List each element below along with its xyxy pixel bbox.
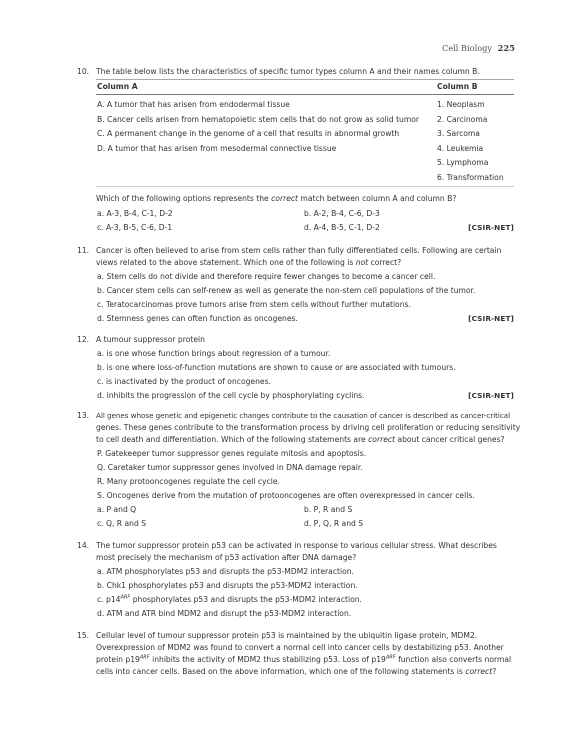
column-b-item: 6. Transformation	[437, 173, 504, 182]
statement-p: P. Gatekeeper tumor suppressor genes regulate mitosis and apoptosis.	[97, 449, 367, 458]
running-header	[0, 43, 572, 57]
question-stem-line: All genes whose genetic and epigenetic changes contribute to the causation of cancer is described as cancer-critical	[96, 411, 511, 420]
question-number: 11.	[77, 246, 90, 255]
option-d: d. ATM and ATR bind MDM2 and disrupt the p53-MDM2 interaction.	[97, 609, 352, 618]
option-c: c. Teratocarcinomas prove tumors arise from stem cells without further mutations.	[97, 300, 411, 309]
option-c: c. A-3, B-5, C-6, D-1	[97, 223, 173, 232]
option-c: c. Q, R and S	[97, 519, 147, 528]
question-stem-line: protein $p19^{ARF}$ inhibits the activity of MDM2 thus stabilizing p53. Loss of $p19^{ARF}$ function also converts normal	[96, 654, 512, 664]
section-title: Cell Biology	[442, 43, 492, 53]
page-number: 225	[497, 43, 515, 53]
question-number: 14.	[77, 541, 90, 550]
question-stem-line: views related to the above statement. Which one of the following is not correct?	[96, 258, 402, 267]
option-a: a. Stem cells do not divide and therefore require fewer changes to become a cancer cell.	[97, 272, 436, 281]
question-stem-line: most precisely the mechanism of p53 activation after DNA damage?	[96, 553, 357, 562]
source-tag: [CSIR-NET]	[468, 391, 514, 400]
question-stem-line: genes. These genes contribute to the transformation process by driving cell proliferation or reducing sensitivity	[96, 423, 521, 432]
column-a-item: C. A permanent change in the genome of a cell that results in abnormal growth	[97, 129, 400, 138]
question-number: 15.	[77, 631, 90, 640]
source-tag: [CSIR-NET]	[468, 314, 514, 323]
question-number: 13.	[77, 411, 90, 420]
option-b: b. Cancer stem cells can self-renew as well as generate the non-stem cell populations of the tumor.	[97, 286, 476, 295]
question-stem-line: cells into cancer cells. Based on the above information, which one of the following statements is correct?	[96, 667, 497, 676]
question-prompt: Which of the following options represents the correct match between column A and column B?	[96, 194, 457, 203]
column-b-item: 5. Lymphoma	[437, 158, 489, 167]
option-d: d. P, Q, R and S	[304, 519, 364, 528]
column-b-item: 2. Carcinoma	[437, 115, 488, 124]
option-b: b. P, R and S	[304, 505, 353, 514]
table-header-rule	[96, 94, 514, 95]
statement-q: Q. Caretaker tumor suppressor genes involved in DNA damage repair.	[97, 463, 363, 472]
option-d: d. Stemness genes can often function as oncogenes.	[97, 314, 298, 323]
question-number: 12.	[77, 335, 90, 344]
statement-s: S. Oncogenes derive from the mutation of protooncogenes are often overexpressed in cancer cells.	[97, 491, 475, 500]
column-b-header: Column B	[437, 82, 478, 91]
option-b: b. is one where loss-of-function mutations are shown to cause or are associated with tumours.	[97, 363, 456, 372]
question-stem: The table below lists the characteristics of specific tumor types column A and their names column B.	[96, 67, 480, 76]
statement-r: R. Many protooncogenes regulate the cell cycle.	[97, 477, 280, 486]
question-number: 10.	[77, 67, 90, 76]
option-b: b. A-2, B-4, C-6, D-3	[304, 209, 380, 218]
question-stem-line: Cancer is often believed to arise from stem cells rather than fully differentiated cells. Following are certain	[96, 246, 502, 255]
option-d: d. inhibits the progression of the cell cycle by phosphorylating cyclins.	[97, 391, 365, 400]
column-a-header: Column A	[97, 82, 138, 91]
question-stem-line: Cellular level of tumour suppressor protein p53 is maintained by the ubiquitin ligase protein, MDM2.	[96, 631, 478, 640]
column-b-item: 3. Sarcoma	[437, 129, 480, 138]
option-c: c. $p14^{ARF}$ phosphorylates p53 and disrupts the p53-MDM2 interaction.	[97, 594, 362, 604]
option-b: b. Chk1 phosphorylates p53 and disrupts the p53-MDM2 interaction.	[97, 581, 358, 590]
option-a: a. is one whose function brings about regression of a tumour.	[97, 349, 331, 358]
column-b-item: 4. Leukemia	[437, 144, 484, 153]
column-a-item: A. A tumor that has arisen from endodermal tissue	[97, 100, 290, 109]
source-tag: [CSIR-NET]	[468, 223, 514, 232]
option-d: d. A-4, B-5, C-1, D-2	[304, 223, 380, 232]
option-a: a. P and Q	[97, 505, 137, 514]
column-a-item: B. Cancer cells arisen from hematopoietic stem cells that do not grow as solid tumor	[97, 115, 420, 124]
option-a: a. ATM phosphorylates p53 and disrupts the p53-MDM2 interaction.	[97, 567, 354, 576]
question-stem-line: The tumor suppressor protein p53 can be activated in response to various cellular stress. What describes	[96, 541, 497, 550]
column-a-item: D. A tumor that has arisen from mesodermal connective tissue	[97, 144, 337, 153]
table-bottom-rule	[96, 186, 514, 187]
question-stem-line: Overexpression of MDM2 was found to convert a normal cell into cancer cells by destabilizing p53. Another	[96, 643, 504, 652]
table-top-rule	[96, 79, 514, 80]
question-stem: A tumour suppressor protein	[96, 335, 205, 344]
question-stem-line: to cell death and differentiation. Which of the following statements are correct about cancer critical genes?	[96, 435, 505, 444]
column-b-item: 1. Neoplasm	[437, 100, 485, 109]
option-c: c. is inactivated by the product of oncogenes.	[97, 377, 271, 386]
option-a: a. A-3, B-4, C-1, D-2	[97, 209, 173, 218]
